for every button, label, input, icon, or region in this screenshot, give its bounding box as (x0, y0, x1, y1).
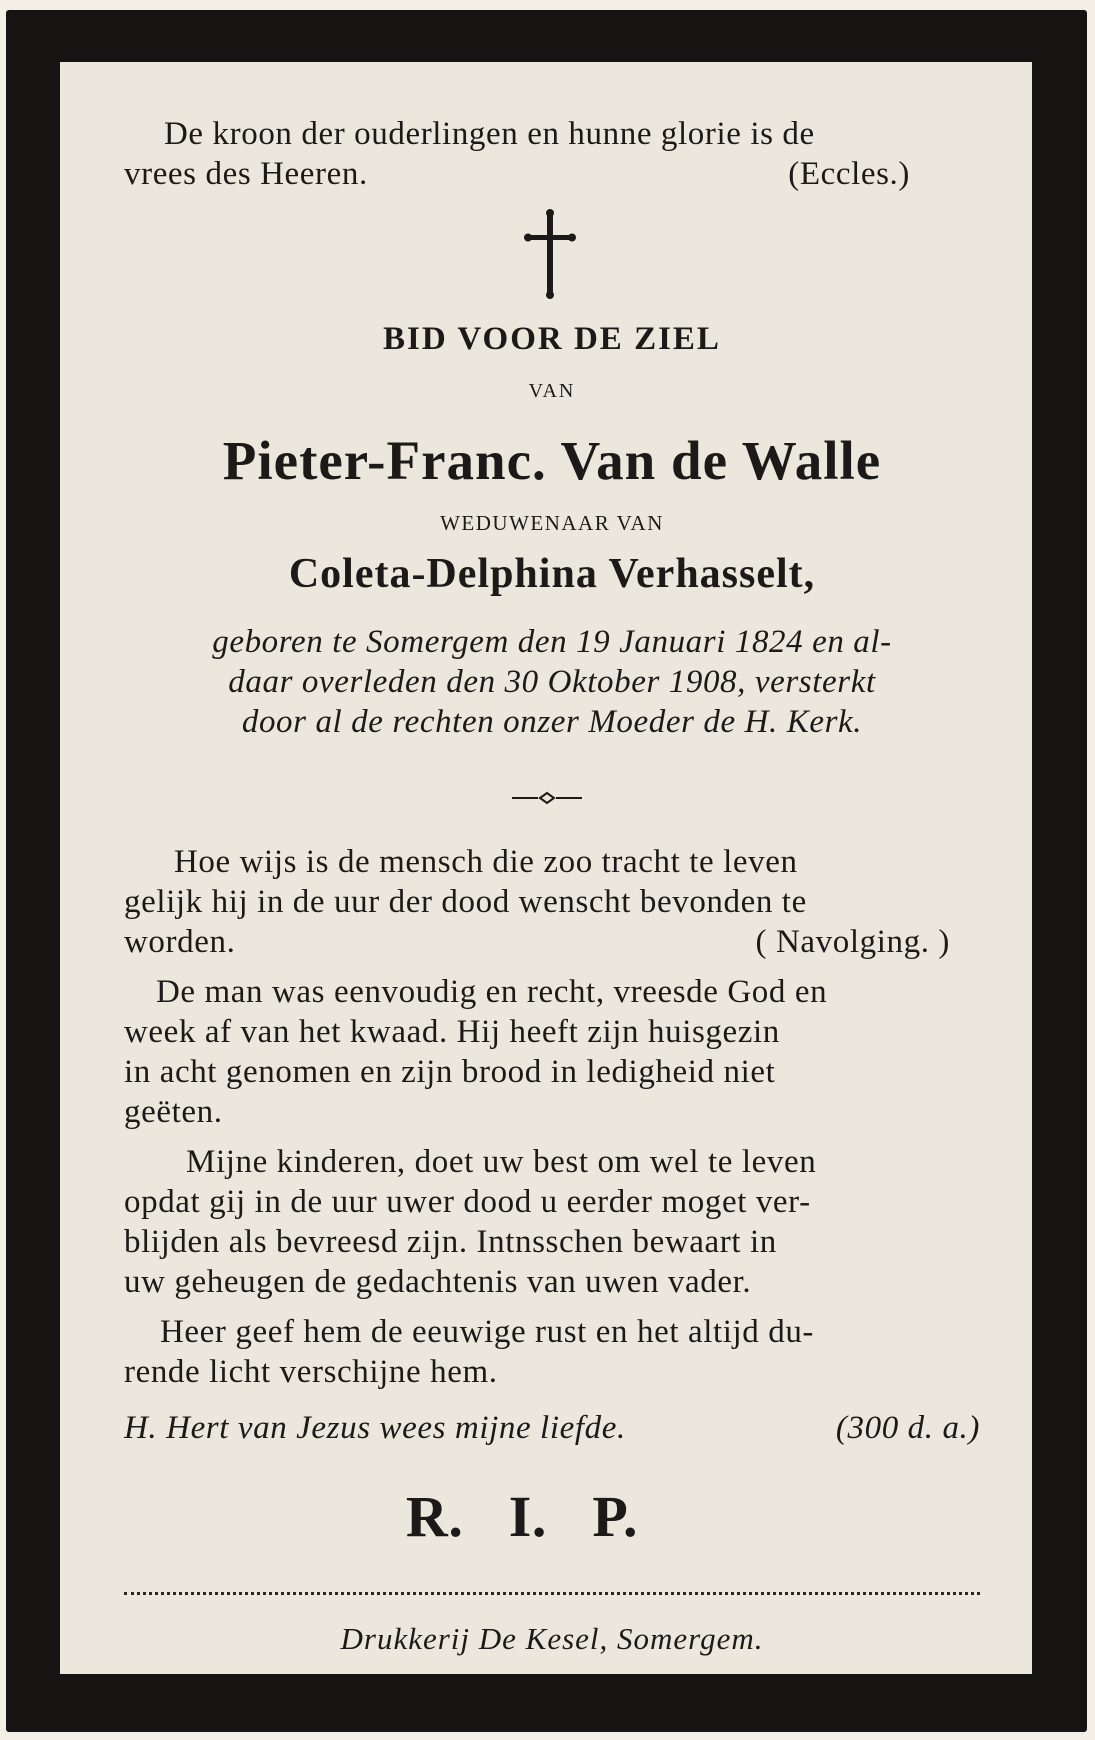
memorial-card-paper (60, 62, 1032, 1674)
epigraph-text: vrees des Heeren. (124, 156, 368, 192)
paragraph-3-line-1: Mijne kinderen, doet uw best om wel te leven (186, 1144, 817, 1180)
paragraph-4-line-2: rende licht verschijne hem. (124, 1354, 498, 1390)
rip-text: R. I. P. (405, 1484, 639, 1549)
paragraph-1-line-2: gelijk hij in de uur der dood wenscht bevonden te (124, 884, 807, 920)
paragraph-2-line-2: week af van het kwaad. Hij heeft zijn huisgezin (124, 1014, 780, 1050)
biography-line-2: daar overleden den 30 Oktober 1908, versterkt (228, 664, 876, 700)
indulgence-note: (300 d. a.) (835, 1410, 980, 1446)
paragraph-2-line-1: De man was eenvoudig en recht, vreesde God en (156, 974, 828, 1010)
paragraph-3-line-2: opdat gij in de uur uwer dood u eerder moget ver- (124, 1184, 811, 1220)
paragraph-3-line-4: uw geheugen de gedachtenis van uwen vader. (124, 1264, 752, 1300)
epigraph-line-2 (124, 154, 980, 194)
spouse-name: Coleta-Delphina Verhasselt, (288, 551, 816, 597)
paragraph-2-line-3: in acht genomen en zijn brood in ledigheid niet (124, 1054, 776, 1090)
epigraph-source: (Eccles.) (788, 156, 910, 192)
paragraph-3-line-3: blijden als bevreesd zijn. Intnsschen bewaart in (124, 1224, 777, 1260)
paragraph-4-line-1: Heer geef hem de eeuwige rust en het altijd du- (160, 1314, 815, 1350)
widower-of-label: WEDUWENAAR VAN (440, 511, 664, 535)
of-label: VAN (528, 380, 576, 402)
epigraph-line-1: De kroon der ouderlingen en hunne glorie is de (164, 116, 815, 152)
prayer-text: H. Hert van Jezus wees mijne liefde. (124, 1410, 626, 1446)
paragraph-1-last-text: worden. (124, 924, 236, 960)
deceased-name: Pieter-Franc. Van de Walle (222, 430, 882, 491)
paragraph-1-line-3 (124, 922, 980, 962)
memorial-card-black-border (6, 10, 1087, 1732)
prayer-line (124, 1408, 980, 1448)
pray-for-soul-heading: BID VOOR DE ZIEL (383, 321, 721, 357)
paragraph-1-source: ( Navolging. ) (755, 924, 950, 960)
dotted-divider (124, 1592, 980, 1595)
divider-ornament-icon (512, 791, 582, 805)
printer-credit: Drukkerij De Kesel, Somergem. (340, 1621, 764, 1656)
latin-cross-icon (520, 209, 580, 301)
paragraph-1-line-1: Hoe wijs is de mensch die zoo tracht te leven (174, 844, 798, 880)
biography-line-3: door al de rechten onzer Moeder de H. Kerk. (241, 704, 863, 740)
biography-line-1: geboren te Somergem den 19 Januari 1824 en al- (212, 624, 892, 660)
paragraph-2-line-4: geëten. (124, 1094, 223, 1130)
